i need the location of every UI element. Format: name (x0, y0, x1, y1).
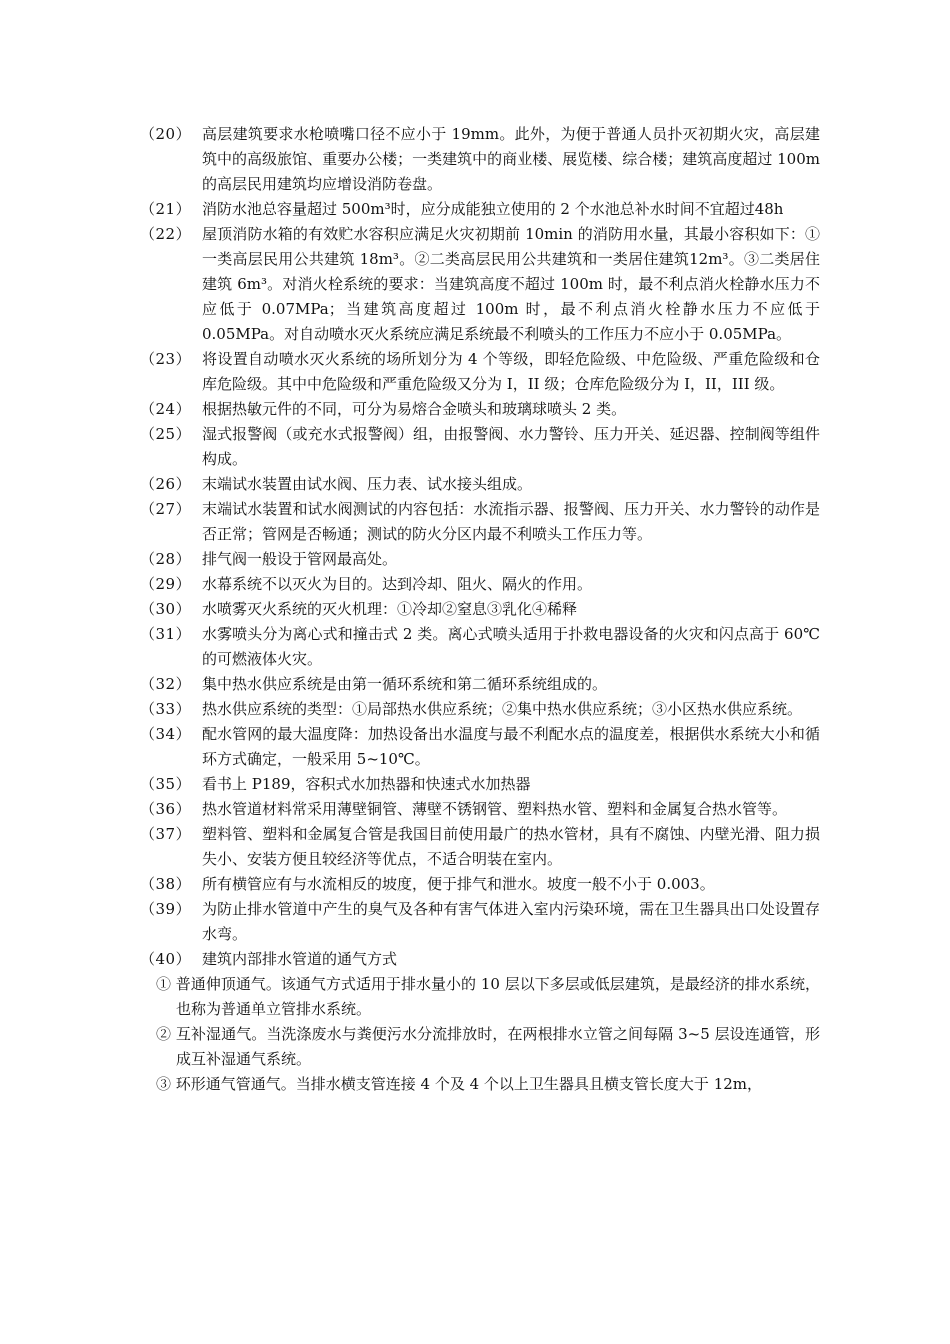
item-text: 末端试水装置由试水阀、压力表、试水接头组成。 (202, 475, 533, 493)
item-text: 水幕系统不以灭火为目的。达到冷却、阻火、隔火的作用。 (202, 575, 593, 593)
list-item (140, 872, 820, 897)
list-item (140, 572, 820, 597)
item-number: （25） (140, 425, 192, 443)
list-item (140, 222, 820, 347)
item-number: （29） (140, 575, 192, 593)
list-item (140, 547, 820, 572)
item-number: （20） (140, 125, 192, 143)
sub-item: ① 普通伸顶通气。该通气方式适用于排水量小的 10 层以下多层或低层建筑，是最经济的排水系统，也称为普通单立管排水系统。 (156, 975, 820, 1018)
item-text: 看书上 P189，容积式水加热器和快速式水加热器 (202, 775, 531, 793)
sub-item: ③ 环形通气管通气。当排水横支管连接 4 个及 4 个以上卫生器具且横支管长度大于 12m， (156, 1075, 763, 1093)
item-number: （35） (140, 775, 192, 793)
item-text: 集中热水供应系统是由第一循环系统和第二循环系统组成的。 (202, 675, 608, 693)
item-number: （27） (140, 500, 192, 518)
item-text: 末端试水装置和试水阀测试的内容包括：水流指示器、报警阀、压力开关、水力警铃的动作是否正常；管网是否畅通；测试的防火分区内最不利喷头工作压力等。 (202, 500, 820, 543)
item-number: （31） (140, 625, 192, 643)
item-number: （30） (140, 600, 192, 618)
sub-item: ② 互补湿通气。当洗涤废水与粪便污水分流排放时，在两根排水立管之间每隔 3~5 层设连通管，形成互补湿通气系统。 (156, 1025, 820, 1068)
item-number: （33） (140, 700, 192, 718)
list-item (140, 122, 820, 197)
item-text: 水喷雾灭火系统的灭火机理：①冷却②窒息③乳化④稀释 (202, 600, 578, 618)
item-number: （37） (140, 825, 192, 843)
item-text: 为防止排水管道中产生的臭气及各种有害气体进入室内污染环境，需在卫生器具出口处设置存水弯。 (202, 900, 820, 943)
item-text: 塑料管、塑料和金属复合管是我国目前使用最广的热水管材，具有不腐蚀、内壁光滑、阻力损失小、安装方便且较经济等优点，不适合明装在室内。 (202, 825, 820, 868)
list-item (140, 597, 820, 622)
item-number: （22） (140, 225, 192, 243)
item-text: 建筑内部排水管道的通气方式 (202, 950, 398, 968)
item-number: （38） (140, 875, 192, 893)
item-text: 热水管道材料常采用薄壁铜管、薄壁不锈钢管、塑料热水管、塑料和金属复合热水管等。 (202, 800, 788, 818)
list-item (140, 697, 820, 722)
item-number: （39） (140, 900, 192, 918)
list-item (140, 722, 820, 772)
list-item (140, 497, 820, 547)
item-text: 排气阀一般设于管网最高处。 (202, 550, 398, 568)
item-number: （34） (140, 725, 192, 743)
list-item (140, 797, 820, 822)
list-item (140, 772, 820, 797)
item-number: （36） (140, 800, 192, 818)
item-number: （28） (140, 550, 192, 568)
list-item (140, 622, 820, 672)
item-number: （24） (140, 400, 192, 418)
item-text: 配水管网的最大温度降：加热设备出水温度与最不利配水点的温度差，根据供水系统大小和循环方式确定，一般采用 5~10℃。 (202, 725, 820, 768)
list-item (140, 197, 820, 222)
item-text: 根据热敏元件的不同，可分为易熔合金喷头和玻璃球喷头 2 类。 (202, 400, 627, 418)
item-text: 将设置自动喷水灭火系统的场所划分为 4 个等级，即轻危险级、中危险级、严重危险级和仓库危险级。其中中危险级和严重危险级又分为 I，II 级；仓库危险级分为 I，II，III 级。 (202, 350, 820, 393)
list-item (140, 672, 820, 697)
item-text: 湿式报警阀（或充水式报警阀）组，由报警阀、水力警铃、压力开关、延迟器、控制阀等组件构成。 (202, 425, 820, 468)
item-text: 所有横管应有与水流相反的坡度，便于排气和泄水。坡度一般不小于 0.003。 (202, 875, 715, 893)
list-item (140, 422, 820, 472)
item-text: 消防水池总容量超过 500m³时，应分成能独立使用的 2 个水池总补水时间不宜超过48h (202, 200, 784, 218)
list-item (140, 397, 820, 422)
list-item (140, 822, 820, 872)
list-item (140, 947, 820, 972)
item-number: （32） (140, 675, 192, 693)
numbered-list (140, 122, 820, 1097)
item-text: 热水供应系统的类型：①局部热水供应系统；②集中热水供应系统；③小区热水供应系统。 (202, 700, 803, 718)
item-number: （21） (140, 200, 192, 218)
item-number: （40） (140, 950, 192, 968)
list-item (140, 897, 820, 947)
list-item (140, 472, 820, 497)
item-number: （23） (140, 350, 192, 368)
item-text: 屋顶消防水箱的有效贮水容积应满足火灾初期前 10min 的消防用水量，其最小容积如下：①一类高层民用公共建筑 18m³。②二类高层民用公共建筑和一类居住建筑12m³。③二类居住建筑 6m³。对消火栓系统的要求：当建筑高度不超过 100m 时，最不利点消火栓静水压力不应低于 0.07MPa；当建筑高度超过 100m 时，最不利点消火栓静水压力不应低于 0.05MPa。对自动喷水灭火系统应满足系统最不利喷头的工作压力不应小于 0.05MPa。 (202, 225, 820, 343)
item-text: 高层建筑要求水枪喷嘴口径不应小于 19mm。此外，为便于普通人员扑灭初期火灾，高层建筑中的高级旅馆、重要办公楼；一类建筑中的商业楼、展览楼、综合楼；建筑高度超过 100m 的高层民用建筑均应增设消防卷盘。 (202, 125, 820, 193)
list-item (140, 347, 820, 397)
item-number: （26） (140, 475, 192, 493)
item-text: 水雾喷头分为离心式和撞击式 2 类。离心式喷头适用于扑救电器设备的火灾和闪点高于 60℃的可燃液体火灾。 (202, 625, 820, 668)
